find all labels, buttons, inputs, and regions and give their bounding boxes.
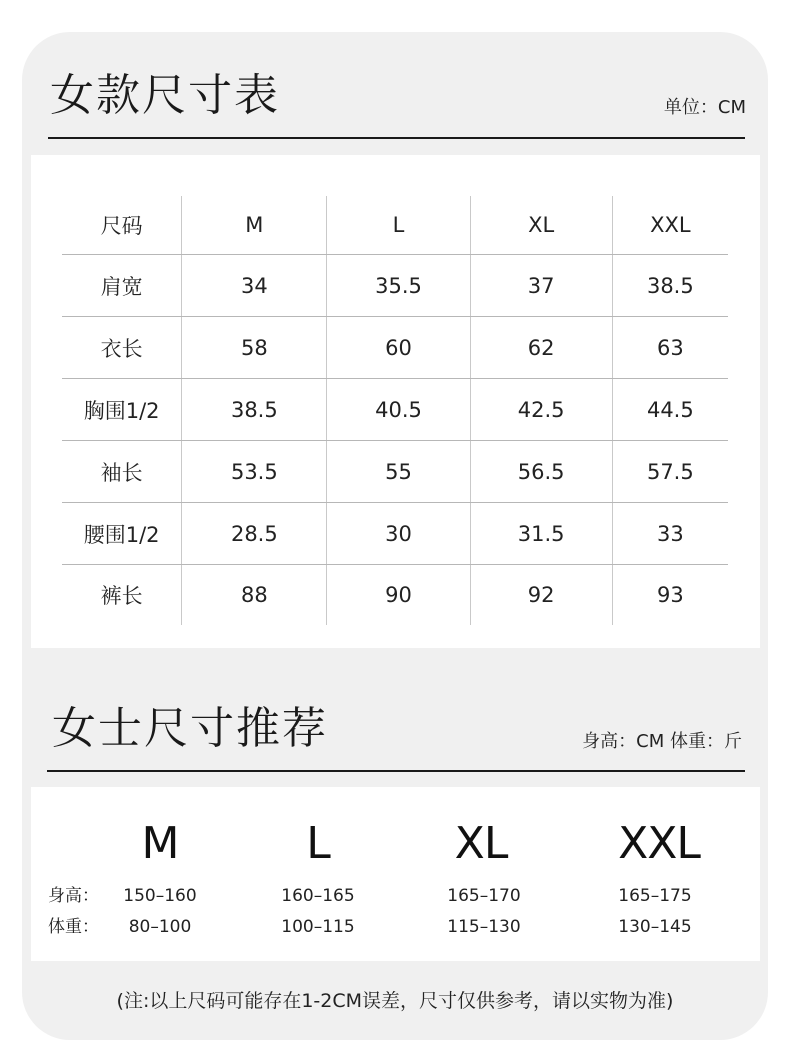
rec-size-m: M [141,818,179,869]
rec-weight-xxl: 130–145 [618,917,692,937]
row-label: 衣长 [62,317,182,378]
footnote: (注:以上尺码可能存在1-2CM误差，尺寸仅供参考，请以实物为准) [116,990,674,1012]
rec-weight-l: 100–115 [281,917,355,937]
recommendation-title: 女士尺寸推荐 [52,703,328,754]
table-cell: 62 [471,317,613,378]
size-chart-unit: 单位：CM [663,97,746,118]
header-cell: XL [471,196,613,254]
row-label: 袖长 [62,441,182,502]
rec-height-xl: 165–170 [447,886,521,906]
rec-size-xl: XL [454,818,508,869]
header-cell: M [182,196,327,254]
table-row [62,441,728,503]
table-cell: 88 [182,565,327,625]
table-cell: 53.5 [182,441,327,502]
table-row [62,255,728,317]
rec-weight-xl: 115–130 [447,917,521,937]
table-cell: 31.5 [471,503,613,564]
table-row [62,379,728,441]
size-chart-title: 女款尺寸表 [50,70,280,121]
table-header-row [62,196,728,255]
table-cell: 38.5 [646,273,694,298]
height-label: 身高： [48,886,99,906]
rec-size-l: L [306,818,330,869]
table-cell: 90 [327,565,470,625]
table-row [62,317,728,379]
recommendation-divider [47,770,745,772]
rec-size-xxl: XXL [618,818,700,869]
size-chart-divider [48,137,745,139]
table-cell: 55 [327,441,470,502]
weight-label: 体重： [48,917,99,937]
row-label: 胸围1/2 [62,379,182,440]
table-cell: 33 [656,521,684,546]
table-cell: 92 [471,565,613,625]
table-cell: 35.5 [327,255,470,316]
table-cell: 57.5 [646,459,694,484]
table-cell: 34 [182,255,327,316]
size-table [62,196,728,625]
table-cell: 63 [656,335,684,360]
rec-height-m: 150–160 [123,886,197,906]
table-cell: 38.5 [182,379,327,440]
header-cell: L [327,196,470,254]
table-cell: 28.5 [182,503,327,564]
table-row [62,565,728,625]
table-row [62,503,728,565]
table-cell: 37 [471,255,613,316]
row-label: 裤长 [62,565,182,625]
table-cell: 40.5 [327,379,470,440]
rec-weight-m: 80–100 [128,917,192,937]
row-label: 肩宽 [62,255,182,316]
recommendation-unit: 身高：CM 体重：斤 [582,731,742,752]
rec-height-l: 160–165 [281,886,355,906]
header-cell: XXL [650,213,691,237]
header-cell: 尺码 [62,196,182,254]
table-cell: 58 [182,317,327,378]
table-cell: 30 [327,503,470,564]
rec-height-xxl: 165–175 [618,886,692,906]
table-cell: 60 [327,317,470,378]
table-cell: 56.5 [471,441,613,502]
table-cell: 93 [656,583,684,607]
table-cell: 42.5 [471,379,613,440]
table-cell: 44.5 [646,397,694,422]
row-label: 腰围1/2 [62,503,182,564]
